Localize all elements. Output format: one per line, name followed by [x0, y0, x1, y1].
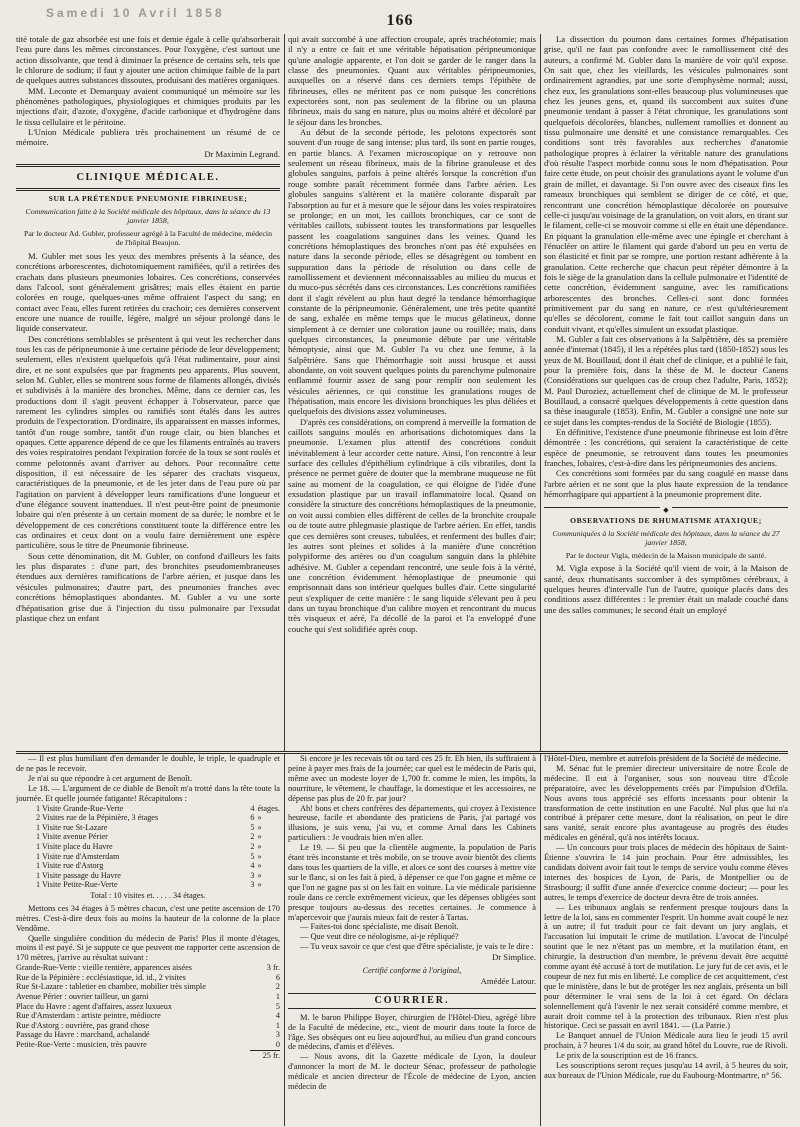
lower-section: [16, 754, 788, 1126]
section-rule: [16, 164, 280, 167]
section-rule: [16, 188, 280, 191]
table-row: [16, 963, 280, 973]
row-label: Rue St-Lazare : tabletier en chambre, mobilier très simple: [16, 982, 206, 992]
row-unit: étages.: [257, 803, 280, 813]
paragraph: MM. Leconte et Demarquay avaient communiqué un mémoire sur les phénomènes pathologiques, physiologiques et chimiques produits par les injections d'air, d'azote, d'oxygène, d'acide carbonique et d'hydrogène dans le tissu cellulaire et le péritoine.: [16, 85, 280, 127]
table-row: [16, 992, 280, 1002]
row-label: Rue de la Pépinière : ecclésiastique, id. id., 2 visites: [16, 972, 186, 982]
paragraph: M. Gubler a fait ces observations à la Salpêtrière, dès sa première année d'internat (1845), il les a répétées plus tard (1850-1852) sous les yeux de M. Bouillaud, dont il était chef de clinique, et a publié le fait, pour la première fois, dans la thèse de M. le docteur Canens (Considérations sur quelques cas de croup chez l'adulte, Paris, 1852); M. Paul Duroziez, actuellement chef de clinique de M. le professeur Bouillaud, a consacré quelques développements à cette question dans sa thèse inaugurale (1853). Enfin, M. Gubler a consigné une note sur ce sujet dans les comptes-rendus de la Société de Biologie (1855).: [544, 333, 788, 427]
visits-total: Total : 10 visites et. . . . . 34 étages.: [90, 890, 206, 900]
paragraph: Le 19. — Si peu que la clientèle augmente, la population de Paris étant très inconstante et très mobile, on se trouve avoir bientôt des clients dans tous les quartiers de la ville, et alors ce sont des courses à mettre vite sur le flanc, si on les fait à pied, à dépenser ce que l'on gagne et même ce que l'on ne gagne pas si on les fait en voiture. La vie médicale parisienne roule dans ce cercle extrêmement vicieux, que les dépenses obligées sont presque toujours au-dessus des recettes certaines. Je commence à m'apercevoir que j'aurais mieux fait de rester à Tartas.: [288, 843, 536, 922]
paragraph: Mettons ces 34 étages à 5 mètres chacun, c'est une petite ascension de 170 mètres. C'est-à-dire deux fois au moins la hauteur de la colonne de la place Vendôme.: [16, 903, 280, 933]
row-label: Place du Havre : agent d'affaires, assez luxueux: [16, 1001, 172, 1011]
column-divider: [284, 34, 285, 752]
paragraph: Si encore je les recevais tôt ou tard ces 25 fr. Eh bien, ils suffiraient à peine à payer mes frais de la journée; car quel est le médecin de Paris qui, même avec un modeste loyer de 1,700 fr. comme le mien, les impôts, la nourriture, le vêtement, le chauffage, la domestique et les accessoires, ne dépense pas plus de 20 fr. par jour?: [288, 754, 536, 803]
paragraph: M. Sénac fut le premier directeur universitaire de notre École de médecine. Il eut à l'organiser, sous son nouveau titre d'École préparatoire, avec les développements créés par l'impulsion d'Orfila. Nous avons tous apprécié ses efforts incessants pour obtenir la transformation de cette institution en une Faculté. Nul plus que lui n'a contribué à préparer cette mesure, dont la réalisation, on peut le dire sans vanité, serait encore plus avantageuse au progrès des études médicales en général, qu'à nos intérêts locaux.: [544, 763, 788, 843]
paragraph: Je n'ai su que répondre à cet argument de Benoît.: [28, 773, 193, 783]
row-value: 4: [250, 861, 255, 871]
feuilleton-rule: [16, 751, 788, 752]
table-row: [16, 842, 280, 852]
column-1: [16, 34, 280, 752]
article-title: SUR LA PRÉTENDUE PNEUMONIE FIBRINEUSE;: [48, 194, 248, 204]
paragraph: Le prix de la souscription est de 16 francs.: [556, 1051, 699, 1061]
row-unit: »: [257, 870, 262, 880]
row-label: 1 Visite rue d'Amsterdam: [36, 851, 120, 861]
row-label: 1 Visite Grande-Rue-Verte: [36, 803, 124, 813]
table-row: [16, 1030, 280, 1040]
paragraph: Les souscriptions seront reçues jusqu'au 14 avril, à 5 heures du soir, aux bureaux de l'Union Médicale, rue du Faubourg-Montmartre, n° 56.: [544, 1061, 788, 1080]
paragraph: — Les tribunaux anglais se renferment presque toujours dans la lettre de la loi, sans en commenter l'esprit. Un homme avait coupé le nez à un autre; il fut traduit pour ce fait devant un jury anglais, et l'accusation lui imputait le crime de mutilation. L'avocat de l'inculpé soutint que le nez n'étant pas un membre, et la mutilation étant, en chirurgie, la destruction d'un membre, le prévenu devait être acquitté comme ayant été accusé à tort de mutilation. Le jury fut de cet avis, et le coupeur de nez fut mis en liberté. Le complice de cet acquittement, c'est que le ministère, dans le but de protéger les nez anglais, présenta un bill pour déterminer le vrai sens de la loi à cet égard. On déclara solennellement qu'à l'avenir le nez serait considéré comme membre, et aurait droit comme tel à la protection des tribunaux. Rien n'est plus historique. Ceci se passait en avril 1841. — (La Patrie.): [544, 902, 788, 1031]
paragraph: Ah! bons et chers confrères des départements, qui croyez à l'existence heureuse, facile et abondante des praticiens de Paris, j'ai partagé vos illusions, je suis venu, j'ai vu, et comme Arnal dans les Cabinets particuliers : Je voudrais bien m'en aller.: [288, 803, 536, 843]
row-label: Rue d'Amsterdam : artiste peintre, médiocre: [16, 1011, 161, 1021]
paragraph: Ces concrétions sont formées par du sang coagulé en masse dans l'arbre aérien et ne sont que la plus haute expression de la tendance hémorrhagipare qui appartient à la pneumonie proprement dite.: [544, 468, 788, 500]
table-row: [16, 1040, 280, 1050]
upper-section: [16, 34, 788, 752]
row-label: Grande-Rue-Verte : vieille rentière, apparences aisées: [16, 963, 192, 973]
paragraph: — Il est plus humiliant d'en demander le double, le triple, le quadruple et de ne pas le recevoir.: [16, 754, 280, 773]
row-value: 3 fr.: [266, 963, 280, 973]
paragraph: D'après ces considérations, on comprend à merveille la formation de caillots sanguins moulés en arborisations dichotomiques dans la pneumonie. L'examen plus attentif des concrétions conduit inévitablement à leur accorder cette nature. Ainsi, l'on rencontre à leur surface des cellules d'épithélium cylindrique à cils vibratiles, dont la présence ne permet guère de douter que la membrane muqueuse ne fût saine au moment de la coagulation, ce qui éloigne de l'idée d'une exsudation plastique par un travail inflammatoire local. Quand on considère la structure des concrétions hémoplastiques de la pneumonie, on voit aussi combien elles diffèrent de celles de la bronchite croupale ou de toute autre phlegmasie plastique de l'arbre aérien. En effet, tandis que ces dernières sont creuses, tubulées, et renferment des bulles d'air; les autres sont pleines et solides à la manière d'une concrétion polypiforme des artères ou d'un coagulum sanguin dans la phlébite adhésive. M. Gubler a cependant rencontré, une seule fois à la vérité, une concrétion évidemment hémoplastique de pneumonie qui emprisonnait dans son intérieur quelques bulles d'air. Cette singularité peut s'expliquer de cette manière : le sang liquide s'élevant peu à peu dans un tuyau bronchique d'un calibre moyen et rencontrant du mucus très visqueux et aéré, l'a décollé de la paroi et l'a enveloppé d'une couche qui s'est solidifiée après coup.: [288, 416, 536, 634]
table-row: [16, 1002, 280, 1012]
paragraph: L'Union Médicale publiera très prochainement un résumé de ce mémoire.: [16, 127, 280, 148]
column-2: [288, 34, 536, 752]
fees-total: 25 fr.: [250, 1050, 280, 1061]
row-unit: »: [257, 813, 262, 823]
paragraph: l'Hôtel-Dieu, membre et autrefois président de la Société de médecine.: [544, 754, 781, 763]
row-value: 2: [250, 832, 255, 842]
row-value: 3: [250, 880, 255, 890]
row-unit: »: [257, 832, 262, 842]
row-value: 5: [275, 1001, 280, 1011]
paragraph: Au début de la seconde période, les pelotons expectorés sont souvent d'un rouge de sang intense; plus tard, ils sont en partie rouges, en partie blancs. A l'examen microscopique on y retrouve non seulement un réseau fibrineux, mais de la fibrine granuleuse et des globules sanguins, parfois à peine altérés lorsque la concrétion d'un rouge sombre paraît récemment formée dans l'arbre aérien. Les globules sanguins s'altèrent et la matière colorante disparaît par l'absorption au fur et à mesure que le séjour dans les voies respiratoires se prolonge; en un mot, les caillots bronchiques, car ce sont de véritables caillots, subissent toutes les transformations par lesquelles passent les coagulations sanguines dans les veines. Quand les concrétions hémoplastiques des bronches n'ont pas été expulsées en nature dans la seconde période, elles se désagrègent ou tombent en suppuration dans la période de résolution ou dans celle de ramollissement et deviennent méconnaissables au milieu du mucus et du muco-pus sécrétés dans ces circonstances. Les concrétions ramifiées dont il s'agit révèlent au plus haut degré la tendance hémorrhagique constante de la péripneumonie. Généralement, une très petite quantité de sang, exhalée en même temps que le mucus gélatineux, donne simplement à ce dernier une coloration jaune ou rouillée; mais, dans quelques circonstances, la pneumonie débute par une véritable hémoptysie, ainsi que M. Gubler l'a vu chez une femme, à la Salpêtrière. Sans que l'hémorrhagie soit aussi brusque et aussi abondante, on voit souvent quelques points du parenchyme pulmonaire enflammé fournir assez de sang pour remplir non seulement les vésicules aériennes, ce qui constitue les granulations rouges de l'hépatisation, mais encore les divisions bronchiques les plus déliées et quelquefois des divisions assez volumineuses.: [288, 127, 536, 417]
paragraph: Le 18. — L'argument de ce diable de Benoît m'a trotté dans la tête toute la journée. Et quelle journée fatigante! Récapitulons :: [16, 783, 280, 803]
row-label: 1 Visite place du Havre: [36, 841, 113, 851]
table-row: [16, 861, 280, 871]
row-value: 4: [250, 803, 255, 813]
column-divider: [540, 754, 541, 1126]
row-value: 5: [250, 822, 255, 832]
row-value: 0: [275, 1039, 280, 1049]
lower-column-2: [288, 754, 536, 1126]
table-row: [16, 852, 280, 862]
ornament-diamond-icon: ◆: [660, 506, 671, 514]
row-label: Avenue Périer : ouvrier tailleur, un garni: [16, 992, 149, 1001]
table-row: [16, 804, 280, 814]
article-author: Par le docteur Ad. Gubler, professeur agrégé à la Faculté de médecine, médecin de l'hôpital Beaujon.: [24, 228, 273, 248]
row-label: Petite-Rue-Verte : musicien, très pauvre: [16, 1039, 147, 1049]
paragraph: — Faites-toi donc spécialiste, me disait Benoît.: [300, 922, 459, 932]
row-value: 6: [250, 813, 255, 823]
row-label: 1 Visite Petite-Rue-Verte: [36, 880, 118, 890]
signature: Dr Maximin Legrand.: [204, 148, 280, 159]
row-value: 2: [250, 841, 255, 851]
certification: Certifié conforme à l'original,: [362, 966, 462, 976]
page-number: 166: [386, 12, 414, 29]
paragraph: qui avait succombé à une affection croupale, après trachéotomie; mais il n'y a entre ce fait et une véritable hépatisation péripneumonique qu'une analogie apparente, et l'on doit se garder de le ranger dans la classe des pneumonies. Quant aux véritables péripneumonies, auxquelles on a réservé dans ces derniers temps l'épithète de fibrineuses, elles ne méritent pas ce nom puisque les concrétions expectorées sont, non pas seulement de la fibrine ou un plasma fibrineux, mais du sang en nature, plus ou moins altéré et décoloré par le séjour dans les bronches.: [288, 34, 536, 127]
lower-column-1: [16, 754, 280, 1126]
table-row: [16, 1021, 280, 1031]
table-row: [16, 823, 280, 833]
row-value: 3: [250, 870, 255, 880]
article-title: OBSERVATIONS DE RHUMATISME ATAXIQUE;: [570, 516, 762, 526]
row-label: 1 Visite rue d'Astorg: [36, 861, 104, 871]
table-row: [16, 871, 280, 881]
paragraph: M. Vigla expose à la Société qu'il vient de voir, à la Maison de santé, deux rhumatisants succomber à des symptômes cérébraux, à quelques heures d'intervalle l'un de l'autre, quoique placés dans des conditions assez différentes : le premier était un malade couché dans une des salles communes; le second était un employé: [544, 563, 788, 615]
paragraph: Le Banquet annuel de l'Union Médicale aura lieu le jeudi 15 avril prochain, à 7 heures 1/4 du soir, au grand hôtel du Louvre, rue de Rivoli.: [544, 1031, 788, 1051]
paragraph: La dissection du poumon dans certaines formes d'hépatisation grise, qu'il ne faut pas confondre avec le ramollissement cité des auteurs, a confirmé M. Gubler dans la manière de voir qu'il expose. On sait que, chez les vieillards, les vésicules pulmonaires sont ordinairement agrandies, par une sorte d'emphysème normal; aussi, chez eux, les granulations sont-elles beaucoup plus volumineuses que chez les jeunes gens, et, quand ils succombent aux suites d'une pneumonie tendant à passer à l'état chronique, les granulations sont quelquefois décolorées, blanches, nullement ramollies et donnent au tissu pulmonaire une densité et une consistance remarquables. Ces conditions sont très favorables aux recherches d'anatomie pathologique propres à éclairer la véritable nature des granulations d'où résulte l'aspect morbide connu sous le nom d'hépatisation. Pour faire cette étude, on peut choisir des granulations ayant le volume d'un grain de millet, et davantage. Si l'on ouvre avec des ciseaux fins les rameaux bronchiques qui semblent se diriger de ce côté, et que, rencontrant une concrétion hémoplastique décolorée on poursuive celle-ci jusqu'au voisinage de la granulation, on voit alors, en tirant sur le filament, celle-ci se mouvoir comme si elle en était une dépendance. En piquant la granulation elle-même avec une épingle et cherchant à l'énucléer on attire le filament qui garde d'abord un peu en vertu de son élasticité et finit par se rompre, une portion restant adhérente à la granulation. Cette recherche que chacun peut répéter démontre à la fois le siège de la granulation dans la cellule pulmonaire et l'identité de cette concrétion, évidemment sanguine, avec les ramifications arborescentes des bronches. Celles-ci sont donc formées primitivement par du sang en nature, ce n'est qu'ultérieurement qu'elles se décolorent, comme le fait tout caillot sanguin dans un conduit vivant, et qu'elles simulent un exsudat plastique.: [544, 34, 788, 334]
row-value: 5: [250, 851, 255, 861]
row-unit: »: [257, 861, 262, 871]
paragraph: M. le baron Philippe Boyer, chirurgien de l'Hôtel-Dieu, agrégé libre de la Faculté de médecine, etc., vient de mourir dans toute la force de l'âge. Ses obsèques ont eu lieu aujourd'hui, au milieu d'un grand concours de médecins, d'amis et d'élèves.: [288, 1012, 536, 1052]
table-row: [16, 973, 280, 983]
article-subtitle: Communiquées à la Société médicale des hôpitaux, dans la séance du 27 janvier 1858,: [552, 528, 780, 548]
paragraph: tité totale de gaz absorbée est une fois et demie égale à celle qu'absorberait l'eau pure dans les mêmes circonstances. Pour l'oxygène, c'est surtout une action dissolvante, que tend à diminuer la présence de certains sels, tels que le chlorure de sodium; il faut y ajouter une action chimique faible de la part de quelques autres substances dissoutes, produisant des matières organiques.: [16, 34, 280, 86]
courrier-title: COURRIER.: [288, 993, 536, 1009]
row-label: Passage du Havre : marchand, achalandé: [16, 1030, 150, 1040]
signature: Dr Simplice.: [492, 952, 536, 963]
row-value: 6: [275, 972, 280, 982]
row-value: 3: [275, 1030, 280, 1040]
table-row: [16, 813, 280, 823]
date-stamp: Samedi 10 Avril 1858: [46, 6, 225, 20]
row-value: 2: [275, 982, 280, 992]
row-label: Rue d'Astorg : ouvrière, pas grand chose: [16, 1020, 149, 1030]
column-divider: [540, 34, 541, 752]
paragraph: Sous cette dénomination, dit M. Gubler, on confond d'ailleurs les faits les plus disparates : d'une part, des bronchites pseudomembraneuses étendues aux dernières ramifications de l'arbre aérien, et jusque dans les vésicules pulmonaires; d'autre part, des pneumonies franches avec concrétions hémoplastiques abondantes. M. Gubler a vu une sorte d'hépatisation grise due à l'injection du tissu pulmonaire par l'exsudat plastique chez un enfant: [16, 550, 280, 623]
article-author: Par le docteur Vigla, médecin de la Maison municipale de santé.: [565, 550, 767, 560]
running-head: [0, 4, 800, 30]
ornament-rule: [544, 504, 788, 515]
paragraph: — Tu veux savoir ce que c'est que d'être spécialiste, je vais te le dire :: [300, 942, 534, 952]
row-value: 1: [275, 992, 280, 1001]
visits-table: [16, 804, 280, 890]
section-title: CLINIQUE MÉDICALE.: [76, 172, 220, 184]
paragraph: — Que veut dire ce néologisme, ai-je répliqué?: [300, 932, 459, 942]
signature: Amédée Latour.: [480, 975, 536, 986]
paragraph: Quelle singulière condition du médecin de Paris! Plus il monte d'étages, moins il est payé. Si je suppute ce que peuvent me rapporter cette ascension de 170 mètres, j'arrive au résultat suivant :: [16, 933, 280, 963]
row-label: 1 Visite passage du Havre: [36, 870, 121, 880]
row-value: 1: [275, 1020, 280, 1030]
table-row: [16, 880, 280, 890]
row-label: 2 Visites rue de la Pépinière, 3 étages: [36, 813, 159, 823]
lower-column-3: [544, 754, 788, 1126]
row-label: 1 Visite rue St-Lazare: [36, 822, 108, 832]
paragraph: — Un concours pour trois places de médecin des hôpitaux de Saint-Étienne s'ouvrira le 14 juin prochain. Pour être admissibles, les candidats doivent avoir fait tout le temps de service voulu comme élèves internes des hospices de Lyon, de Paris, de Montpellier ou de Strasbourg; il suffit d'une année d'exercice comme docteur; — pour les autres, le temps d'exercice de docteur devra être de trois années.: [544, 843, 788, 902]
paragraph: Des concrétions semblables se présentent à qui veut les rechercher dans tous les cas de péripneumonie à une certaine période de leur développement; seulement, elles n'existent quelquefois qu'à l'état rudimentaire, pour ainsi dire, et ne sont expulsées que par fragments peu apparents. Plus souvent, selon M. Gubler, elles se montrent sous forme de filaments allongés, divisés et subdivisés à la manière des bronches. Même, dans ce dernier cas, les productions dont il s'agit peuvent échapper à l'observateur, parce que rarement les cylindres simples ou ramifiés sont étalés dans les autres produits de l'expectoration. D'ordinaire, ils apparaissent en masses informes, tantôt d'un rouge sombre, tantôt d'un rouge clair, ou bien blanches et opaques. Cette apparence dépend de ce que les filaments entraînés au travers des voies respiratoires pendant l'expiration forcée de la toux se sont roulés et comme pelotonnés avant d'arriver au dehors. Pour reconnaître cette disposition, il est nécessaire de les séparer des crachats visqueux, caractéristiques de la pneumonie, et de les jeter dans de l'eau pure où par l'agitation on parvient à développer leurs ramifications d'une longueur et d'une élégance souvent inattendues. Il n'est peut-être point de pneumonie lobaire qui n'en présente à un certain moment de sa durée; le nombre et le développement de ces concrétions constituent toute la différence entre les cas ordinaires et ceux dont on a voulu faire dernièrement une espèce particulière, sous le titre de Pneumonie fibrineuse.: [16, 333, 280, 551]
article-subtitle: Communication faite à la Société médicale des hôpitaux, dans la séance du 13 janvier 1858,: [25, 206, 271, 226]
row-unit: »: [257, 880, 262, 890]
paragraph: En définitive, l'existence d'une pneumonie fibrineuse est loin d'être démontrée : les concrétions, qui seraient la caractéristique de cette espèce de pneumonie, se retrouvent dans toutes les pneumonies franches, lobaires, c'est-à-dire dans les péripneumonies des anciens.: [544, 427, 788, 469]
column-3: [544, 34, 788, 752]
column-divider: [284, 754, 285, 1126]
table-row: [16, 982, 280, 992]
table-row: [16, 832, 280, 842]
fees-table: [16, 963, 280, 1049]
row-unit: »: [257, 851, 262, 861]
row-value: 4: [275, 1011, 280, 1021]
table-row: [16, 1011, 280, 1021]
row-unit: »: [257, 822, 262, 832]
paragraph: — Nous avons, dit la Gazette médicale de Lyon, la douleur d'annoncer la mort de M. le docteur Sénac, professeur de pathologie médicale et ancien directeur de l'École de médecine de Lyon, ancien médecin de: [288, 1052, 536, 1092]
paragraph: M. Gubler met sous les yeux des membres présents à la séance, des concrétions arborescentes, dichotomiquement ramifiées, qu'il a retirées des crachats dans plusieurs pneumonies lobaires. Ces concrétions, conservées dans l'alcool, sont généralement grisâtres; mais elles étaient en partie colorées en rouge, quelques-unes même offraient l'aspect du sang; en contact avec l'eau, elles furent retirées du crachoir; ces dernières conservent encore une nuance de rouille, légère, malgré un séjour prolongé dans le liquide conservateur.: [16, 250, 280, 334]
row-unit: »: [257, 841, 262, 851]
row-label: 1 Visite avenue Périer: [36, 832, 108, 842]
